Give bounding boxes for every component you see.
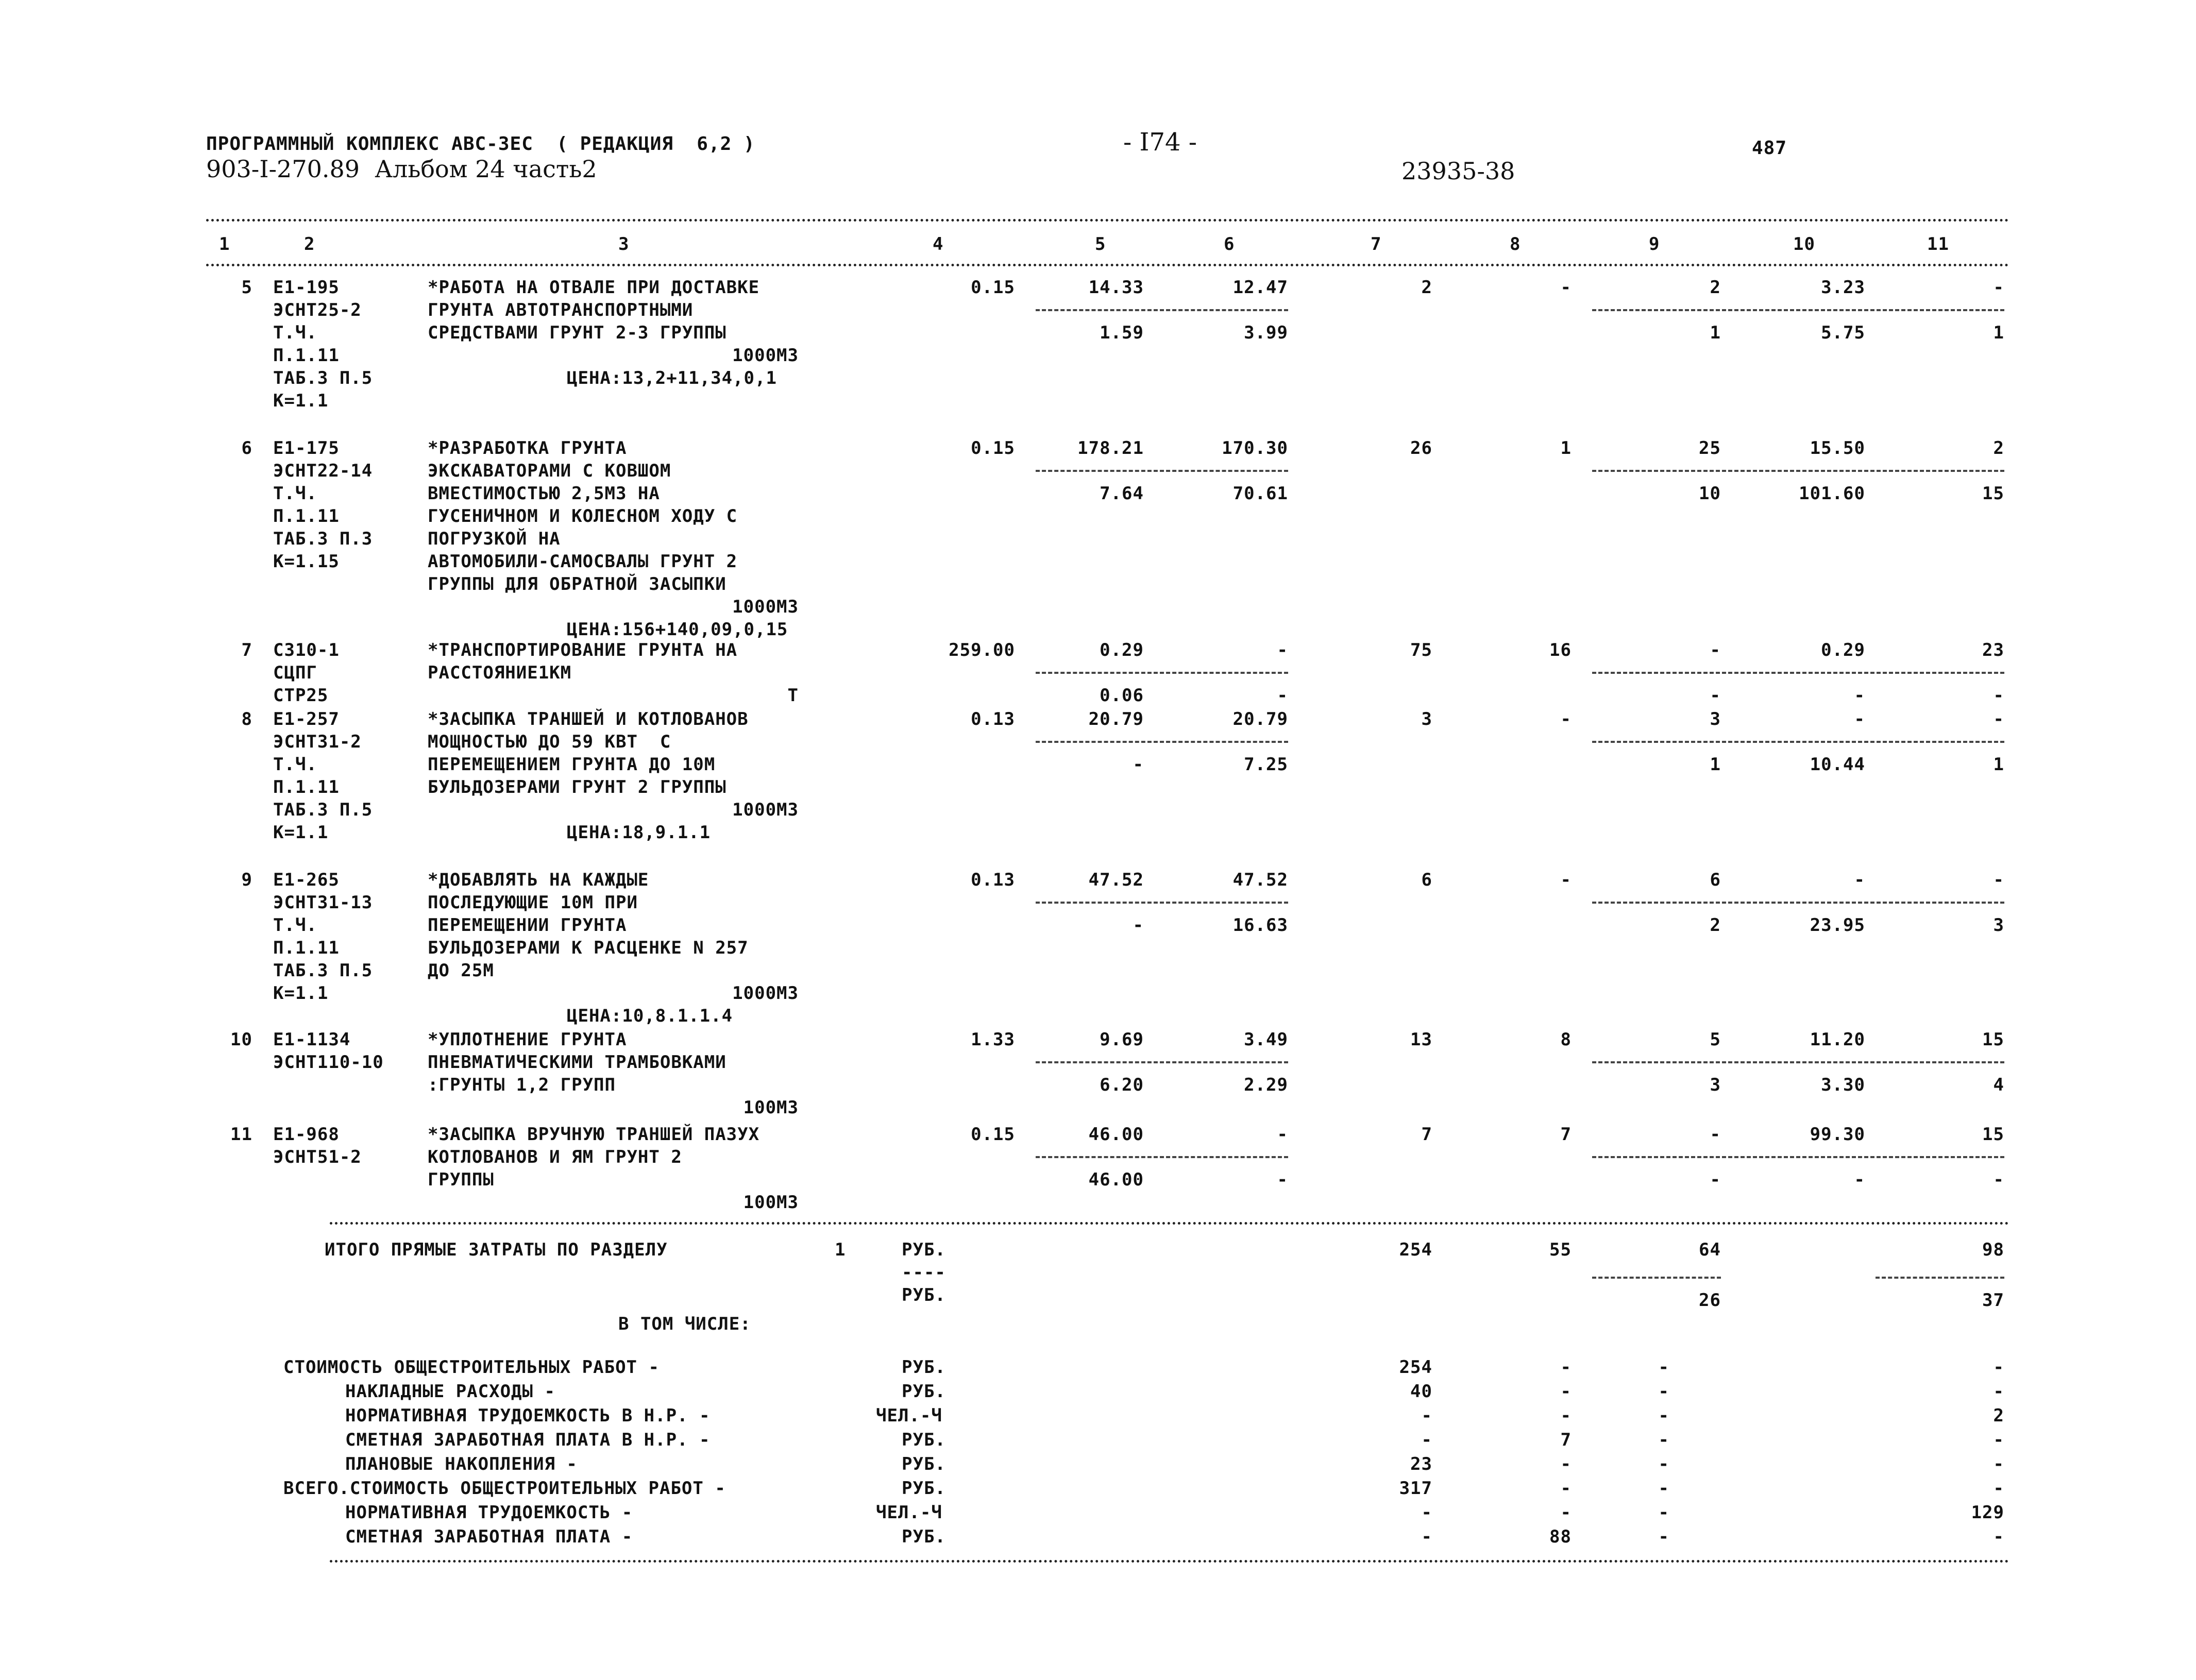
column-header: 8 bbox=[1510, 234, 1521, 254]
column-header: 7 bbox=[1371, 234, 1382, 254]
row-code-line: ЭСНТ51-2 bbox=[273, 1147, 362, 1167]
row-code-line: П.1.11 bbox=[273, 938, 340, 958]
album-title: 903-I-270.89 Альбом 24 часть2 bbox=[206, 155, 597, 183]
summary-unit: РУБ. bbox=[902, 1381, 946, 1402]
row-col10-lower: 3.30 bbox=[1821, 1075, 1865, 1095]
row-col7: 3 bbox=[1421, 709, 1432, 729]
row-code-line: ТАБ.3 П.3 bbox=[273, 529, 373, 549]
column-header: 3 bbox=[618, 234, 630, 254]
row-col9-lower: - bbox=[1710, 1169, 1721, 1190]
row-col5: 0.29 bbox=[1100, 640, 1144, 660]
row-description-line: БУЛЬДОЗЕРАМИ К РАСЦЕНКЕ N 257 bbox=[428, 938, 749, 958]
row-col8: - bbox=[1560, 277, 1572, 298]
row-col11: 15 bbox=[1982, 1029, 2004, 1050]
row-col9: 3 bbox=[1710, 709, 1721, 729]
row-mid-rule-left bbox=[1036, 470, 1288, 472]
row-col7: 2 bbox=[1421, 277, 1432, 298]
row-col9: - bbox=[1710, 1124, 1721, 1145]
column-header: 1 bbox=[219, 234, 230, 254]
row-unit: 1000М3 bbox=[732, 983, 799, 1004]
row-number: 10 bbox=[230, 1029, 252, 1050]
row-price-formula: ЦЕНА:10,8.1.1.4 bbox=[567, 1006, 733, 1026]
summary-col8: 88 bbox=[1549, 1526, 1572, 1547]
total-col11-lower: 37 bbox=[1982, 1290, 2004, 1311]
row-col11: 15 bbox=[1982, 1124, 2004, 1145]
row-number: 7 bbox=[241, 640, 252, 660]
row-col10-lower: - bbox=[1854, 685, 1865, 706]
including-label: В ТОМ ЧИСЛЕ: bbox=[618, 1314, 751, 1334]
total-unit-2: РУБ. bbox=[902, 1285, 946, 1305]
column-header: 11 bbox=[1927, 234, 1949, 254]
row-description-line: :ГРУНТЫ 1,2 ГРУПП bbox=[428, 1075, 616, 1095]
summary-label: СМЕТНАЯ ЗАРАБОТНАЯ ПЛАТА - bbox=[345, 1526, 633, 1547]
total-col8: 55 bbox=[1549, 1240, 1572, 1260]
summary-col11: - bbox=[1993, 1454, 2004, 1474]
total-label: ИТОГО ПРЯМЫЕ ЗАТРАТЫ ПО РАЗДЕЛУ bbox=[325, 1240, 668, 1260]
summary-label: СМЕТНАЯ ЗАРАБОТНАЯ ПЛАТА В Н.Р. - bbox=[345, 1430, 711, 1450]
row-description-line: КОТЛОВАНОВ И ЯМ ГРУНТ 2 bbox=[428, 1147, 682, 1167]
summary-col7: 40 bbox=[1410, 1381, 1432, 1402]
row-col6-lower: 7.25 bbox=[1244, 754, 1288, 775]
row-mid-rule-right bbox=[1592, 1156, 2004, 1158]
summary-col7: 254 bbox=[1399, 1357, 1432, 1378]
row-description-line: ГРУППЫ ДЛЯ ОБРАТНОЙ ЗАСЫПКИ bbox=[428, 574, 727, 595]
table-bottom-rule bbox=[330, 1560, 2009, 1563]
row-col7: 6 bbox=[1421, 870, 1432, 890]
column-header: 10 bbox=[1793, 234, 1815, 254]
row-col11: - bbox=[1993, 870, 2004, 890]
summary-label: ПЛАНОВЫЕ НАКОПЛЕНИЯ - bbox=[345, 1454, 578, 1474]
row-col6-lower: - bbox=[1277, 685, 1288, 706]
row-code-line: Е1-1134 bbox=[273, 1029, 351, 1050]
row-code-line: Т.Ч. bbox=[273, 754, 317, 775]
summary-col9: - bbox=[1658, 1430, 1669, 1450]
row-code-line: К=1.15 bbox=[273, 551, 340, 572]
column-header: 9 bbox=[1649, 234, 1660, 254]
total-col11: 98 bbox=[1982, 1240, 2004, 1260]
row-col11-lower: - bbox=[1993, 685, 2004, 706]
summary-col9: - bbox=[1658, 1526, 1669, 1547]
row-code-line: П.1.11 bbox=[273, 345, 340, 366]
program-title: ПРОГРАММНЫЙ КОМПЛЕКС АВС-ЗЕС ( РЕДАКЦИЯ 6,2 ) bbox=[206, 133, 755, 155]
row-unit: 100М3 bbox=[743, 1192, 799, 1213]
row-col10: 0.29 bbox=[1821, 640, 1865, 660]
row-col6-lower: 3.99 bbox=[1244, 323, 1288, 343]
row-mid-rule-right bbox=[1592, 1061, 2004, 1063]
summary-col8: 7 bbox=[1560, 1430, 1572, 1450]
row-col10: 15.50 bbox=[1810, 438, 1865, 459]
row-col5: 47.52 bbox=[1088, 870, 1144, 890]
row-code-line: ТАБ.3 П.5 bbox=[273, 960, 373, 981]
summary-col7: - bbox=[1421, 1526, 1432, 1547]
row-mid-rule-left bbox=[1036, 902, 1288, 904]
row-code-line: Т.Ч. bbox=[273, 915, 317, 936]
row-col5-lower: - bbox=[1133, 754, 1144, 775]
row-number: 6 bbox=[241, 438, 252, 459]
row-col9: - bbox=[1710, 640, 1721, 660]
row-code-line: ЭСНТ31-2 bbox=[273, 732, 362, 752]
row-description-line: *ТРАНСПОРТИРОВАНИЕ ГРУНТА НА bbox=[428, 640, 738, 660]
row-col4: 259.00 bbox=[949, 640, 1015, 660]
total-unit: РУБ. bbox=[902, 1240, 946, 1260]
summary-col7: 317 bbox=[1399, 1478, 1432, 1499]
table-top-rule bbox=[206, 219, 2009, 222]
row-code-line: Е1-257 bbox=[273, 709, 340, 729]
row-description-line: *ДОБАВЛЯТЬ НА КАЖДЫЕ bbox=[428, 870, 649, 890]
summary-col7: - bbox=[1421, 1502, 1432, 1523]
row-col11-lower: 15 bbox=[1982, 483, 2004, 504]
summary-col11: - bbox=[1993, 1381, 2004, 1402]
row-col9: 25 bbox=[1699, 438, 1721, 459]
summary-col9: - bbox=[1658, 1502, 1669, 1523]
summary-col11: - bbox=[1993, 1526, 2004, 1547]
row-col6: 3.49 bbox=[1244, 1029, 1288, 1050]
total-col11-rule bbox=[1876, 1277, 2004, 1279]
total-col7: 254 bbox=[1399, 1240, 1432, 1260]
row-code-line: ТАБ.3 П.5 bbox=[273, 800, 373, 820]
row-col8: 8 bbox=[1560, 1029, 1572, 1050]
row-col8: 7 bbox=[1560, 1124, 1572, 1145]
summary-unit: РУБ. bbox=[902, 1454, 946, 1474]
row-col9-lower: - bbox=[1710, 685, 1721, 706]
row-code-line: Е1-265 bbox=[273, 870, 340, 890]
row-description-line: ДО 25М bbox=[428, 960, 494, 981]
column-header: 5 bbox=[1095, 234, 1106, 254]
row-description-line: СРЕДСТВАМИ ГРУНТ 2-3 ГРУППЫ bbox=[428, 323, 727, 343]
summary-col11: - bbox=[1993, 1357, 2004, 1378]
row-col7: 75 bbox=[1410, 640, 1432, 660]
total-top-rule bbox=[330, 1222, 2009, 1225]
row-col4: 0.15 bbox=[971, 277, 1015, 298]
row-code-line: К=1.1 bbox=[273, 391, 329, 411]
row-mid-rule-right bbox=[1592, 470, 2004, 472]
summary-col9: - bbox=[1658, 1405, 1669, 1426]
row-col8: - bbox=[1560, 870, 1572, 890]
page-number: - I74 - bbox=[1123, 128, 1197, 157]
row-mid-rule-left bbox=[1036, 672, 1288, 674]
row-description-line: РАССТОЯНИЕ1КМ bbox=[428, 663, 572, 683]
summary-col11: 2 bbox=[1993, 1405, 2004, 1426]
summary-col8: - bbox=[1560, 1478, 1572, 1499]
row-code-line: Т.Ч. bbox=[273, 483, 317, 504]
summary-col7: - bbox=[1421, 1405, 1432, 1426]
row-code-line: ТАБ.3 П.5 bbox=[273, 368, 373, 388]
row-col8: 1 bbox=[1560, 438, 1572, 459]
row-col5-lower: 46.00 bbox=[1088, 1169, 1144, 1190]
row-col6-lower: 16.63 bbox=[1232, 915, 1288, 936]
row-col11-lower: - bbox=[1993, 1169, 2004, 1190]
summary-col8: - bbox=[1560, 1357, 1572, 1378]
row-description-line: АВТОМОБИЛИ-САМОСВАЛЫ ГРУНТ 2 bbox=[428, 551, 738, 572]
row-col5: 14.33 bbox=[1088, 277, 1144, 298]
row-description-line: ВМЕСТИМОСТЬЮ 2,5М3 НА bbox=[428, 483, 660, 504]
summary-col11: 129 bbox=[1971, 1502, 2004, 1523]
row-code-line: ЭСНТ31-13 bbox=[273, 892, 373, 913]
row-col5: 9.69 bbox=[1100, 1029, 1144, 1050]
row-col10-lower: 5.75 bbox=[1821, 323, 1865, 343]
row-code-line: Е1-175 bbox=[273, 438, 340, 459]
row-col6: 170.30 bbox=[1222, 438, 1288, 459]
summary-unit: ЧЕЛ.-Ч bbox=[876, 1502, 942, 1523]
row-col11-lower: 1 bbox=[1993, 754, 2004, 775]
row-description-line: ПОГРУЗКОЙ НА bbox=[428, 529, 561, 549]
summary-label: НОРМАТИВНАЯ ТРУДОЕМКОСТЬ В Н.Р. - bbox=[345, 1405, 711, 1426]
row-mid-rule-left bbox=[1036, 741, 1288, 743]
summary-col8: - bbox=[1560, 1454, 1572, 1474]
document-number: 23935-38 bbox=[1401, 157, 1515, 185]
row-col5-lower: 0.06 bbox=[1100, 685, 1144, 706]
summary-col8: - bbox=[1560, 1405, 1572, 1426]
row-unit: 1000М3 bbox=[732, 597, 799, 617]
summary-col9: - bbox=[1658, 1478, 1669, 1499]
row-description-line: *РАЗРАБОТКА ГРУНТА bbox=[428, 438, 627, 459]
row-col11-lower: 1 bbox=[1993, 323, 2004, 343]
summary-unit: РУБ. bbox=[902, 1430, 946, 1450]
row-code-line: П.1.11 bbox=[273, 777, 340, 797]
summary-col9: - bbox=[1658, 1381, 1669, 1402]
row-col11: - bbox=[1993, 277, 2004, 298]
row-col6-lower: - bbox=[1277, 1169, 1288, 1190]
row-col10: 11.20 bbox=[1810, 1029, 1865, 1050]
row-mid-rule-right bbox=[1592, 741, 2004, 743]
row-description-line: ЭКСКАВАТОРАМИ С КОВШОМ bbox=[428, 461, 671, 481]
row-col10: - bbox=[1854, 870, 1865, 890]
row-code-line: К=1.1 bbox=[273, 983, 329, 1004]
row-col4: 0.13 bbox=[971, 709, 1015, 729]
row-code-line: СТР25 bbox=[273, 685, 329, 706]
row-col10-lower: 10.44 bbox=[1810, 754, 1865, 775]
summary-label: СТОИМОСТЬ ОБЩЕСТРОИТЕЛЬНЫХ РАБОТ - bbox=[283, 1357, 660, 1378]
row-unit: 100М3 bbox=[743, 1097, 799, 1118]
row-description-line: *ЗАСЫПКА ВРУЧНУЮ ТРАНШЕЙ ПАЗУХ bbox=[428, 1124, 760, 1145]
row-code-line: К=1.1 bbox=[273, 822, 329, 843]
row-col9-lower: 1 bbox=[1710, 754, 1721, 775]
summary-col7: - bbox=[1421, 1430, 1432, 1450]
row-col6: 12.47 bbox=[1232, 277, 1288, 298]
summary-col8: - bbox=[1560, 1502, 1572, 1523]
row-col9: 2 bbox=[1710, 277, 1721, 298]
row-unit: 1000М3 bbox=[732, 800, 799, 820]
row-col4: 0.15 bbox=[971, 438, 1015, 459]
row-col10: - bbox=[1854, 709, 1865, 729]
row-description-line: ПОСЛЕДУЮЩИЕ 10М ПРИ bbox=[428, 892, 638, 913]
row-description-line: ГРУНТА АВТОТРАНСПОРТНЫМИ bbox=[428, 300, 694, 320]
total-col9-lower: 26 bbox=[1699, 1290, 1721, 1311]
row-col8: 16 bbox=[1549, 640, 1572, 660]
row-col9: 5 bbox=[1710, 1029, 1721, 1050]
row-code-line: Е1-195 bbox=[273, 277, 340, 298]
row-col11: - bbox=[1993, 709, 2004, 729]
row-description-line: ГУСЕНИЧНОМ И КОЛЕСНОМ ХОДУ С bbox=[428, 506, 738, 527]
summary-unit: РУБ. bbox=[902, 1526, 946, 1547]
row-col5-lower: 1.59 bbox=[1100, 323, 1144, 343]
row-col9-lower: 10 bbox=[1699, 483, 1721, 504]
row-col5-lower: - bbox=[1133, 915, 1144, 936]
summary-label: НОРМАТИВНАЯ ТРУДОЕМКОСТЬ - bbox=[345, 1502, 633, 1523]
row-unit: Т bbox=[787, 685, 799, 706]
row-col6: 47.52 bbox=[1232, 870, 1288, 890]
row-number: 11 bbox=[230, 1124, 252, 1145]
row-col7: 7 bbox=[1421, 1124, 1432, 1145]
row-col6: - bbox=[1277, 1124, 1288, 1145]
table-header-rule bbox=[206, 264, 2009, 266]
row-mid-rule-right bbox=[1592, 902, 2004, 904]
summary-unit: РУБ. bbox=[902, 1478, 946, 1499]
row-col5-lower: 7.64 bbox=[1100, 483, 1144, 504]
summary-label: ВСЕГО.СТОИМОСТЬ ОБЩЕСТРОИТЕЛЬНЫХ РАБОТ - bbox=[283, 1478, 726, 1499]
row-description-line: ПЕРЕМЕЩЕНИИ ГРУНТА bbox=[428, 915, 627, 936]
column-header: 6 bbox=[1224, 234, 1235, 254]
total-col9: 64 bbox=[1699, 1240, 1721, 1260]
row-col7: 13 bbox=[1410, 1029, 1432, 1050]
row-description-line: ПЕРЕМЕЩЕНИЕМ ГРУНТА ДО 10М bbox=[428, 754, 716, 775]
row-description-line: МОЩНОСТЬЮ ДО 59 КВТ С bbox=[428, 732, 671, 752]
row-col11-lower: 4 bbox=[1993, 1075, 2004, 1095]
row-mid-rule-left bbox=[1036, 1156, 1288, 1158]
summary-col7: 23 bbox=[1410, 1454, 1432, 1474]
row-code-line: ЭСНТ22-14 bbox=[273, 461, 373, 481]
row-col9-lower: 3 bbox=[1710, 1075, 1721, 1095]
row-mid-rule-left bbox=[1036, 1061, 1288, 1063]
summary-unit: РУБ. bbox=[902, 1357, 946, 1378]
row-col6: - bbox=[1277, 640, 1288, 660]
summary-col11: - bbox=[1993, 1478, 2004, 1499]
row-col8: - bbox=[1560, 709, 1572, 729]
row-col7: 26 bbox=[1410, 438, 1432, 459]
row-col10: 99.30 bbox=[1810, 1124, 1865, 1145]
summary-col9: - bbox=[1658, 1357, 1669, 1378]
row-code-line: Т.Ч. bbox=[273, 323, 317, 343]
row-description-line: ГРУППЫ bbox=[428, 1169, 494, 1190]
row-unit: 1000М3 bbox=[732, 345, 799, 366]
row-col10-lower: 101.60 bbox=[1799, 483, 1865, 504]
row-col11: 2 bbox=[1993, 438, 2004, 459]
row-description-line: *ЗАСЫПКА ТРАНШЕЙ И КОТЛОВАНОВ bbox=[428, 709, 749, 729]
total-section: 1 bbox=[835, 1240, 846, 1260]
row-col9-lower: 1 bbox=[1710, 323, 1721, 343]
summary-col11: - bbox=[1993, 1430, 2004, 1450]
total-unit-rule: ---- bbox=[902, 1262, 946, 1283]
sheet-number: 487 bbox=[1752, 138, 1787, 159]
row-mid-rule-right bbox=[1592, 309, 2004, 311]
row-col6: 20.79 bbox=[1232, 709, 1288, 729]
row-col4: 0.13 bbox=[971, 870, 1015, 890]
row-col9-lower: 2 bbox=[1710, 915, 1721, 936]
row-col5: 178.21 bbox=[1077, 438, 1144, 459]
row-mid-rule-right bbox=[1592, 672, 2004, 674]
row-number: 5 bbox=[241, 277, 252, 298]
row-col10-lower: 23.95 bbox=[1810, 915, 1865, 936]
row-number: 9 bbox=[241, 870, 252, 890]
row-mid-rule-left bbox=[1036, 309, 1288, 311]
row-col4: 1.33 bbox=[971, 1029, 1015, 1050]
row-col6-lower: 2.29 bbox=[1244, 1075, 1288, 1095]
row-number: 8 bbox=[241, 709, 252, 729]
column-header: 2 bbox=[304, 234, 315, 254]
row-code-line: СЦПГ bbox=[273, 663, 317, 683]
row-col9: 6 bbox=[1710, 870, 1721, 890]
row-col5-lower: 6.20 bbox=[1100, 1075, 1144, 1095]
row-description-line: ПНЕВМАТИЧЕСКИМИ ТРАМБОВКАМИ bbox=[428, 1052, 727, 1073]
summary-label: НАКЛАДНЫЕ РАСХОДЫ - bbox=[345, 1381, 555, 1402]
row-code-line: С310-1 bbox=[273, 640, 340, 660]
row-price-formula: ЦЕНА:156+140,09,0,15 bbox=[567, 619, 788, 640]
row-col5: 46.00 bbox=[1088, 1124, 1144, 1145]
row-col5: 20.79 bbox=[1088, 709, 1144, 729]
row-description-line: БУЛЬДОЗЕРАМИ ГРУНТ 2 ГРУППЫ bbox=[428, 777, 727, 797]
row-code-line: ЭСНТ110-10 bbox=[273, 1052, 384, 1073]
row-col10: 3.23 bbox=[1821, 277, 1865, 298]
summary-col8: - bbox=[1560, 1381, 1572, 1402]
total-col9-rule bbox=[1592, 1277, 1721, 1279]
row-col11: 23 bbox=[1982, 640, 2004, 660]
row-code-line: П.1.11 bbox=[273, 506, 340, 527]
row-col11-lower: 3 bbox=[1993, 915, 2004, 936]
column-header: 4 bbox=[933, 234, 944, 254]
row-code-line: Е1-968 bbox=[273, 1124, 340, 1145]
summary-col9: - bbox=[1658, 1454, 1669, 1474]
row-price-formula: ЦЕНА:13,2+11,34,0,1 bbox=[567, 368, 777, 388]
row-description-line: *УПЛОТНЕНИЕ ГРУНТА bbox=[428, 1029, 627, 1050]
row-col6-lower: 70.61 bbox=[1232, 483, 1288, 504]
summary-unit: ЧЕЛ.-Ч bbox=[876, 1405, 942, 1426]
row-code-line: ЭСНТ25-2 bbox=[273, 300, 362, 320]
row-col4: 0.15 bbox=[971, 1124, 1015, 1145]
row-col10-lower: - bbox=[1854, 1169, 1865, 1190]
row-description-line: *РАБОТА НА ОТВАЛЕ ПРИ ДОСТАВКЕ bbox=[428, 277, 760, 298]
row-price-formula: ЦЕНА:18,9.1.1 bbox=[567, 822, 711, 843]
